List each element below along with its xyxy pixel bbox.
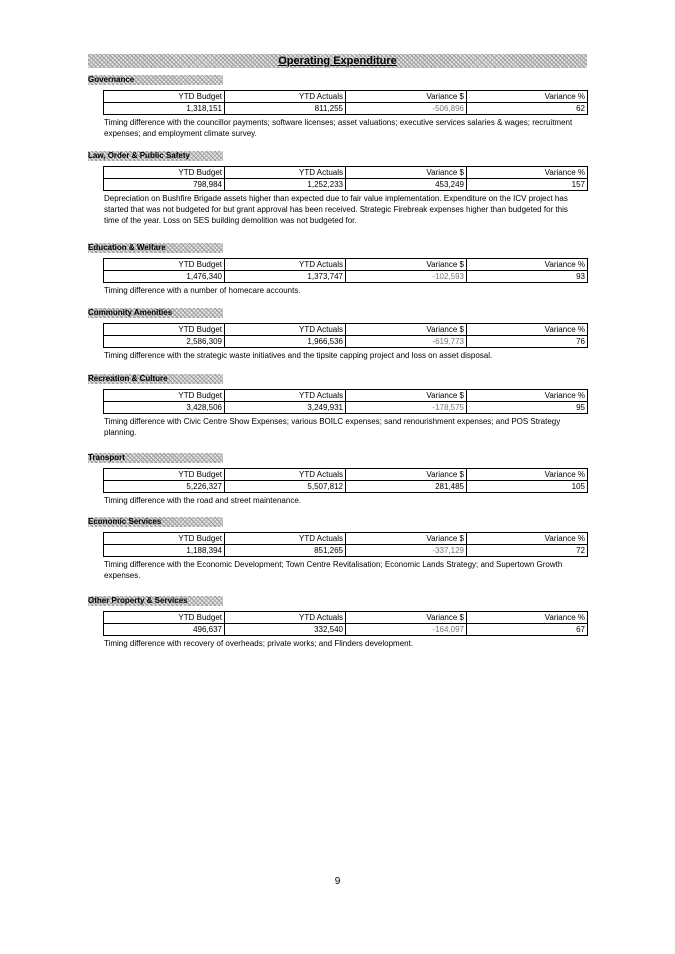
table-row [104,103,588,115]
header-ytd-budget: YTD Budget [104,324,225,336]
header-ytd-budget: YTD Budget [104,533,225,545]
header-variance-amount: Variance $ [346,324,467,336]
variance-amount-value: -506,896 [346,103,467,115]
variance-percent-value: 62 [467,103,588,115]
variance-percent-value: 95 [467,402,588,414]
ytd-actuals-value: 1,373,747 [225,271,346,283]
header-ytd-budget: YTD Budget [104,469,225,481]
table-header-row [104,167,588,179]
section-label: Governance [88,75,223,85]
variance-percent-value: 157 [467,179,588,191]
table-header-row [104,612,588,624]
header-variance-amount: Variance $ [346,91,467,103]
variance-percent-value: 105 [467,481,588,493]
section-economic-services [88,514,587,581]
variance-note: Timing difference with the road and street maintenance. [104,496,301,505]
variance-table [103,468,588,493]
variance-note: Timing difference with recovery of overheads; private works; and Flinders development. [104,639,414,648]
section-label: Community Amenities [88,308,223,318]
header-variance-percent: Variance % [467,390,588,402]
table-header-row [104,533,588,545]
ytd-actuals-value: 851,265 [225,545,346,557]
ytd-actuals-value: 332,540 [225,624,346,636]
section-label: Recreation & Culture [88,374,223,384]
variance-amount-value: -337,129 [346,545,467,557]
ytd-budget-value: 5,226,327 [104,481,225,493]
table-header-row [104,390,588,402]
ytd-actuals-value: 5,507,812 [225,481,346,493]
table-header-row [104,324,588,336]
header-variance-percent: Variance % [467,259,588,271]
variance-note: Timing difference with a number of homecare accounts. [104,286,301,295]
header-ytd-actuals: YTD Actuals [225,167,346,179]
table-row [104,179,588,191]
variance-percent-value: 76 [467,336,588,348]
header-ytd-budget: YTD Budget [104,167,225,179]
variance-amount-value: -178,575 [346,402,467,414]
section-law-order-public-safety [88,148,587,226]
variance-percent-value: 93 [467,271,588,283]
header-variance-percent: Variance % [467,91,588,103]
table-header-row [104,469,588,481]
header-variance-percent: Variance % [467,533,588,545]
header-ytd-budget: YTD Budget [104,612,225,624]
ytd-actuals-value: 3,249,931 [225,402,346,414]
ytd-actuals-value: 1,966,536 [225,336,346,348]
section-governance [88,72,587,139]
header-variance-amount: Variance $ [346,533,467,545]
variance-table [103,389,588,414]
ytd-budget-value: 1,476,340 [104,271,225,283]
ytd-budget-value: 798,984 [104,179,225,191]
table-row [104,624,588,636]
variance-note: Timing difference with the councillor payments; software licenses; asset valuations; executive services salaries & wages; recruitment expenses; and employment climate survey. [104,118,573,138]
header-ytd-budget: YTD Budget [104,259,225,271]
variance-amount-value: -102,593 [346,271,467,283]
header-variance-percent: Variance % [467,612,588,624]
header-ytd-actuals: YTD Actuals [225,612,346,624]
variance-amount-value: -164,097 [346,624,467,636]
variance-percent-value: 67 [467,624,588,636]
ytd-budget-value: 3,428,506 [104,402,225,414]
page-number: 9 [334,876,341,887]
variance-note: Timing difference with Civic Centre Show Expenses; various BOILC expenses; sand renourishment expenses; and POS Strategy planning. [104,417,561,437]
table-header-row [104,259,588,271]
ytd-actuals-value: 811,255 [225,103,346,115]
variance-percent-value: 72 [467,545,588,557]
section-community-amenities [88,305,587,361]
section-label: Transport [88,453,223,463]
ytd-budget-value: 2,586,309 [104,336,225,348]
header-variance-amount: Variance $ [346,612,467,624]
variance-amount-value: -619,773 [346,336,467,348]
header-variance-amount: Variance $ [346,259,467,271]
header-variance-percent: Variance % [467,167,588,179]
table-row [104,271,588,283]
header-variance-percent: Variance % [467,324,588,336]
header-ytd-actuals: YTD Actuals [225,533,346,545]
ytd-budget-value: 1,188,394 [104,545,225,557]
header-ytd-actuals: YTD Actuals [225,91,346,103]
section-other-property-services [88,593,587,649]
variance-table [103,166,588,191]
section-transport [88,450,587,506]
ytd-actuals-value: 1,252,233 [225,179,346,191]
table-row [104,481,588,493]
section-title-bar [88,54,587,68]
variance-note: Timing difference with the Economic Development; Town Centre Revitalisation; Economic Lands Strategy; and Supertown Growth expenses. [104,560,563,580]
header-variance-amount: Variance $ [346,390,467,402]
variance-note: Timing difference with the strategic waste initiatives and the tipsite capping project and loss on asset disposal. [104,351,493,360]
header-ytd-actuals: YTD Actuals [225,259,346,271]
variance-table [103,323,588,348]
table-header-row [104,91,588,103]
header-ytd-budget: YTD Budget [104,91,225,103]
header-ytd-actuals: YTD Actuals [225,324,346,336]
variance-table [103,90,588,115]
table-row [104,545,588,557]
section-label: Education & Welfare [88,243,223,253]
ytd-budget-value: 496,637 [104,624,225,636]
header-variance-amount: Variance $ [346,167,467,179]
header-ytd-budget: YTD Budget [104,390,225,402]
page-title: Operating Expenditure [278,55,397,67]
variance-amount-value: 281,485 [346,481,467,493]
variance-note: Depreciation on Bushfire Brigade assets higher than expected due to fair value implementation. Expenditure on the ICV project has started that was not budgeted for but grant approval has been received. Strategic Firebreak expenses higher than budgeted for this time of the year. Loss on SES building demolition was not budgeted for. [104,194,568,225]
section-recreation-culture [88,371,587,438]
header-ytd-actuals: YTD Actuals [225,469,346,481]
table-row [104,402,588,414]
variance-table [103,611,588,636]
section-label: Law, Order & Public Safety [88,151,223,161]
header-ytd-actuals: YTD Actuals [225,390,346,402]
section-education-welfare [88,240,587,296]
section-label: Economic Services [88,517,223,527]
variance-table [103,532,588,557]
variance-table [103,258,588,283]
table-row [104,336,588,348]
section-label: Other Property & Services [88,596,223,606]
header-variance-amount: Variance $ [346,469,467,481]
variance-amount-value: 453,249 [346,179,467,191]
header-variance-percent: Variance % [467,469,588,481]
ytd-budget-value: 1,318,151 [104,103,225,115]
